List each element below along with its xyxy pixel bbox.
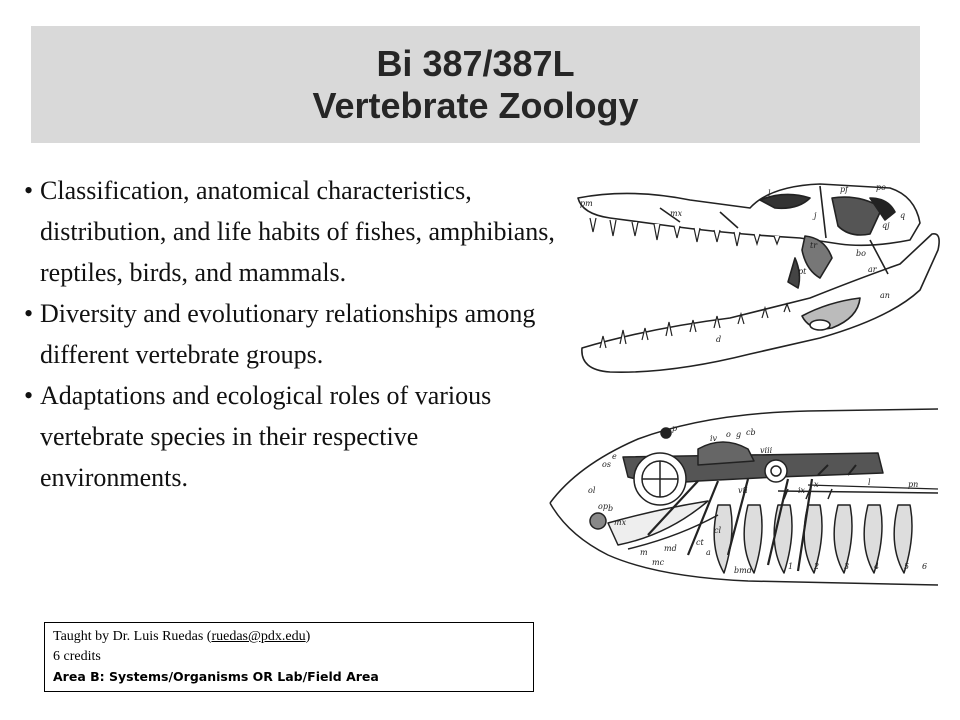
skull-label: ar [868,265,877,274]
bullet-symbol: • [24,176,34,205]
fish-label: op [598,502,608,511]
fish-label: cb [746,428,756,437]
instructor-text-suffix: ) [305,629,311,644]
fish-label: pn [908,480,919,489]
fish-label: 5 [904,562,910,571]
skull-label: bo [856,249,866,258]
fish-label: iv [710,434,718,443]
instructor-text: Taught by Dr. Luis Ruedas ( [53,629,212,644]
fish-label: o [726,430,731,439]
fish-label: bmd [734,566,752,575]
fish-label: ix [798,486,806,495]
topic-list [22,170,562,498]
fish-label: m [640,548,648,557]
skull-label: an [880,291,890,300]
course-name: Vertebrate Zoology [312,84,639,126]
skull-label: q [900,211,906,220]
fish-label: a [706,548,711,557]
instructor-email-link[interactable]: ruedas@pdx.edu [211,629,306,644]
credits-line: 6 credits [53,649,101,664]
course-code: Bi 387/387L [376,42,575,84]
topic-text: Adaptations and ecological roles of various vertebrate species in their respective environments. [40,381,492,492]
skull-label: qj [882,221,890,230]
fish-label: ct [696,538,704,547]
fish-label: 4 [874,562,880,571]
fish-label: vii [738,486,748,495]
skull-label: pt [798,267,807,276]
skull-label: mx [670,209,683,218]
title-banner [31,26,920,143]
fish-label: 6 [922,562,928,571]
skull-label: po [876,183,886,192]
fish-label: os [602,460,611,469]
topic-item [22,375,562,498]
bullet-symbol: • [24,299,34,328]
fish-label: g [736,430,742,439]
fish-label: 3 [844,562,850,571]
bullet-symbol: • [24,381,34,410]
fish-label: md [664,544,677,553]
fish-label: x [814,480,819,489]
topic-text: Diversity and evolutionary relationships among different vertebrate groups. [40,299,536,369]
fish-label: ol [588,486,596,495]
fish-label: viii [760,446,773,455]
instructor-line [53,627,525,647]
topic-item [22,293,562,375]
fish-label: p [672,424,678,433]
course-info-box [44,622,534,692]
skull-label: pm [580,199,593,208]
fish-head-anatomy-illustration [548,405,940,590]
topic-text: Classification, anatomical characteristics, distribution, and life habits of fishes, amphibians, reptiles, birds, and mammals. [40,176,555,287]
fish-label: b [608,504,614,513]
area-line: Area B: Systems/Organisms OR Lab/Field Area [53,669,379,684]
skull-label: tr [810,241,818,250]
fish-label: mc [652,558,665,567]
crocodile-skull-illustration [570,178,945,380]
skull-label: d [716,335,722,344]
fish-label: mx [614,518,627,527]
fish-label: 2 [814,562,820,571]
fish-label: 1 [788,562,794,571]
fish-label: e [612,452,617,461]
skull-label: pf [840,185,849,194]
fish-label: l [868,478,871,487]
skull-label: l [768,189,771,198]
fish-label: cl [714,526,722,535]
skull-label: j [814,211,817,220]
topic-item [22,170,562,293]
